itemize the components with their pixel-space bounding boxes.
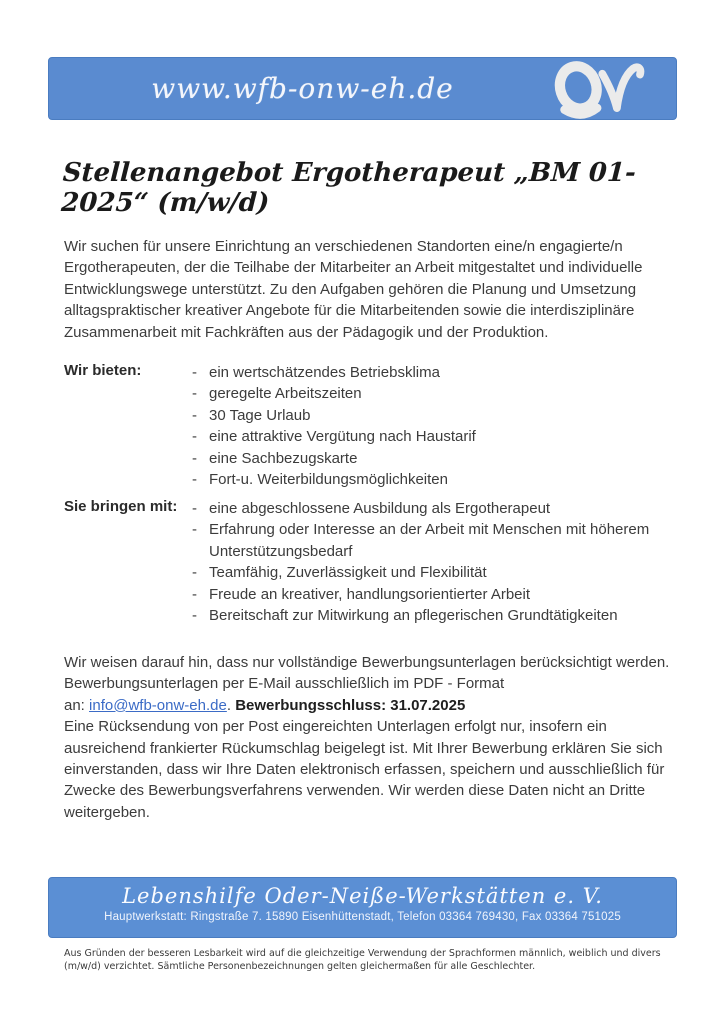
website-url: www.wfb-onw-eh.de [151,72,454,105]
list-item-text: Fort-u. Weiterbildungsmöglichkeiten [209,471,448,489]
list-item-text: Bereitschaft zur Mitwirkung an pflegerischen Grundtätigkeiten [209,607,618,625]
bullet-dash: - [192,585,197,603]
list-item-text: Erfahrung oder Interesse an der Arbeit mit Menschen mit höherem Unterstützungsbedarf [209,521,650,560]
list-item [192,405,658,426]
list-item [192,469,658,490]
list-item-text: Teamfähig, Zuverlässigkeit und Flexibilität [209,564,487,582]
bullet-dash: - [192,406,197,424]
list-item [192,498,658,519]
bullet-dash: - [192,449,197,467]
application-info [64,652,676,823]
email-link[interactable]: info@wfb-onw-eh.de [89,696,227,714]
organization-address: Hauptwerkstatt: Ringstraße 7. 15890 Eisenhüttenstadt, Telefon 03364 769430, Fax 03364 751025 [104,911,621,923]
list-item-text: ein wertschätzendes Betriebsklima [209,364,440,381]
bullet-dash: - [192,385,197,403]
list-item-text: eine attraktive Vergütung nach Haustarif [209,428,476,446]
intro-paragraph: Wir suchen für unsere Einrichtung an verschiedenen Standorten eine/n engagierte/n Ergotherapeuten, der die Teilhabe der Mitarbeiter an Arbeit mitgestaltet und individuelle Entwicklungswege unterstützt. Zu den Aufgaben gehören die Planung und Umsetzung alltagspraktischer kreativer Angebote für die Mitarbeitenden sowie die interdisziplinäre Zusammenarbeit mit Fachkräften aus der Pädagogik und der Produktion. [64,238,643,341]
list-item [192,383,658,404]
list-item [192,562,658,583]
header-banner [48,57,677,120]
list-item-text: eine abgeschlossene Ausbildung als Ergotherapeut [209,500,551,517]
email-prefix: an: [64,696,90,714]
list-item-text: 30 Tage Urlaub [209,406,311,424]
gender-disclaimer: Aus Gründen der besseren Lesbarkeit wird auf die gleichzeitige Verwendung der Sprachformen männlich, weiblich und divers (m/w/d) verzichtet. Sämtliche Personenbezeichnungen gelten gleichermaßen für alle Geschlechter. [64,948,661,972]
bullet-dash: - [192,500,197,517]
application-deadline: Bewerbungsschluss: 31.07.2025 [235,696,466,714]
email-suffix: . [226,696,236,714]
bullet-dash: - [192,428,197,446]
list-item-text: Freude an kreativer, handlungsorientierter Arbeit [209,585,531,603]
application-paragraph-2: Eine Rücksendung von per Post eingereichten Unterlagen erfolgt nur, insofern ein ausreichend frankierter Rückumschlag beigelegt ist. Mit Ihrer Bewerbung erklären Sie sich einverstanden, dass wir Ihre Daten elektronisch erfassen, speichern und ausschließlich für Zwecke des Bewerbungsverfahrens verwenden. Wir werden diese Daten nicht an Dritte weitergeben. [64,718,665,821]
bullet-dash: - [192,564,197,582]
list-item [192,362,658,383]
bullet-dash: - [192,471,197,489]
list-item-text: geregelte Arbeitszeiten [209,385,362,403]
bullet-dash: - [192,607,197,625]
list-item-text: eine Sachbezugskarte [209,449,358,467]
footer-banner [48,877,677,938]
application-paragraph-1: Wir weisen darauf hin, dass nur vollständige Bewerbungsunterlagen berücksichtigt werden. Bewerbungsunterlagen per E-Mail ausschließlich im PDF - Format [64,654,670,693]
organization-name: Lebenshilfe Oder-Neiße-Werkstätten e. V. [122,884,603,908]
application-email-line [64,695,676,716]
offer-list [192,362,658,490]
section-label-sie-bringen-mit: Sie bringen mit: [64,498,178,515]
bullet-dash: - [192,364,197,381]
onw-logo-icon [540,60,656,120]
page-title: Stellenangebot Ergotherapeut „BM 01-2025“ (m/w/d) [60,158,637,218]
list-item [192,448,658,469]
requirements-list [192,498,658,626]
list-item [192,426,658,447]
list-item [192,584,658,605]
bullet-dash: - [192,521,197,539]
list-item [192,605,658,626]
list-item [192,519,658,562]
section-label-wir-bieten: Wir bieten: [64,362,142,379]
